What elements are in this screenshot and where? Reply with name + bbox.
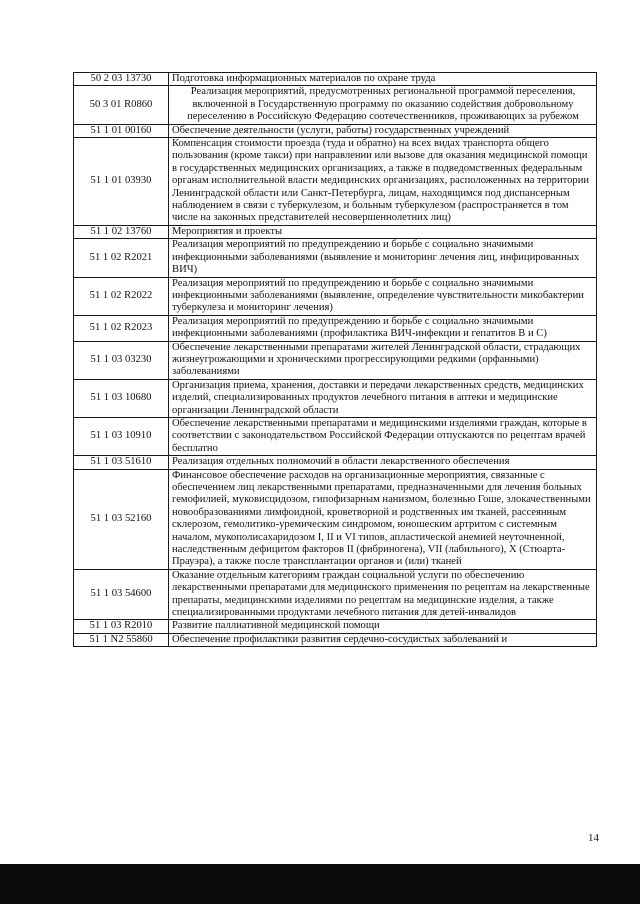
table-row	[74, 417, 597, 455]
row-description-cell: Обеспечение лекарственными препаратами и медицинскими изделиями граждан, которые в соответствии с законодательством Российской Федерации отпускаются по рецептам врачей бесплатно	[169, 417, 597, 455]
table-row	[74, 73, 597, 86]
table-row	[74, 633, 597, 646]
row-description-cell: Мероприятия и проекты	[169, 225, 597, 238]
table-row	[74, 124, 597, 137]
row-description-cell: Реализация мероприятий, предусмотренных региональной программой переселения, включенной в Государственную программу по оказанию содействия добровольному переселению в Российскую Федерацию соотечественников, проживающих за рубежом	[169, 86, 597, 124]
row-description-cell: Оказание отдельным категориям граждан социальной услуги по обеспечению лекарственными препаратами для медицинского применения по рецептам на лекарственные препараты, медицинскими изделиями по рецептам на медицинские изделия, а также специализированными продуктами лечебного питания для детей-инвалидов	[169, 569, 597, 620]
budget-codes-table-body	[74, 73, 597, 647]
row-description-cell: Обеспечение деятельности (услуги, работы) государственных учреждений	[169, 124, 597, 137]
row-code-cell: 51 1 03 03230	[74, 341, 169, 379]
row-code-cell: 51 1 02 R2023	[74, 315, 169, 341]
row-code-cell: 50 2 03 13730	[74, 73, 169, 86]
budget-codes-table	[73, 72, 597, 647]
row-description-cell: Компенсация стоимости проезда (туда и обратно) на всех видах транспорта общего пользования (кроме такси) при направлении или вызове для оказания медицинской помощи в государственных медицинских организациях, а также в подведомственных федеральным органам исполнительной власти медицинских организациях, расположенных на территории Ленинградской области или Санкт-Петербурга, лицам, находящимся под диспансерным наблюдением в связи с туберкулезом, и больным туберкулезом (распространяется в том числе на законных представителей несовершеннолетних лиц)	[169, 138, 597, 226]
row-code-cell: 51 1 02 13760	[74, 225, 169, 238]
row-description-cell: Обеспечение профилактики развития сердечно-сосудистых заболеваний и	[169, 633, 597, 646]
row-code-cell: 51 1 01 00160	[74, 124, 169, 137]
row-code-cell: 51 1 02 R2021	[74, 239, 169, 277]
row-code-cell: 51 1 03 R2010	[74, 620, 169, 633]
table-row	[74, 225, 597, 238]
row-description-cell: Реализация отдельных полномочий в области лекарственного обеспечения	[169, 456, 597, 469]
row-code-cell: 51 1 03 51610	[74, 456, 169, 469]
row-code-cell: 51 1 01 03930	[74, 138, 169, 226]
row-code-cell: 51 1 03 10910	[74, 417, 169, 455]
row-description-cell: Реализация мероприятий по предупреждению и борьбе с социально значимыми инфекционными заболеваниями (профилактика ВИЧ-инфекции и гепатитов В и С)	[169, 315, 597, 341]
row-code-cell: 50 3 01 R0860	[74, 86, 169, 124]
table-row	[74, 341, 597, 379]
table-row	[74, 315, 597, 341]
row-description-cell: Обеспечение лекарственными препаратами жителей Ленинградской области, страдающих жизнеугрожающими и хроническими прогрессирующими редкими (орфанными) заболеваниями	[169, 341, 597, 379]
row-code-cell: 51 1 03 10680	[74, 379, 169, 417]
scan-bottom-edge	[0, 864, 640, 904]
row-description-cell: Развитие паллиативной медицинской помощи	[169, 620, 597, 633]
table-row	[74, 469, 597, 569]
row-description-cell: Финансовое обеспечение расходов на организационные мероприятия, связанные с обеспечением лиц лекарственными препаратами, предназначенными для лечения больных гемофилией, муковисцидозом, гипофизарным нанизмом, болезнью Гоше, злокачественными новообразованиями лимфоидной, кроветворной и родственных им тканей, рассеянным склерозом, гемолитико-уремическим синдромом, юношеским артритом с системным началом, мукополисахаридозом I, II и VI типов, апластической анемией неуточненной, наследственным дефицитом факторов II (фибриногена), VII (лабильного), X (Стюарта-Прауэра), а также после трансплантации органов и (или) тканей	[169, 469, 597, 569]
row-code-cell: 51 1 03 54600	[74, 569, 169, 620]
table-row	[74, 138, 597, 226]
table-row	[74, 277, 597, 315]
row-description-cell: Реализация мероприятий по предупреждению и борьбе с социально значимыми инфекционными заболеваниями (выявление, определение чувствительности микобактерии туберкулеза и мониторинг лечения)	[169, 277, 597, 315]
row-code-cell: 51 1 02 R2022	[74, 277, 169, 315]
row-description-cell: Реализация мероприятий по предупреждению и борьбе с социально значимыми инфекционными заболеваниями (выявление и мониторинг лечения лиц, инфицированных ВИЧ)	[169, 239, 597, 277]
row-code-cell: 51 1 03 52160	[74, 469, 169, 569]
row-description-cell: Организация приема, хранения, доставки и передачи лекарственных средств, медицинских изделий, специализированных продуктов лечебного питания в аптеки и медицинские организации Ленинградской области	[169, 379, 597, 417]
page-number: 14	[588, 832, 599, 844]
row-description-cell: Подготовка информационных материалов по охране труда	[169, 73, 597, 86]
row-code-cell: 51 1 N2 55860	[74, 633, 169, 646]
table-row	[74, 569, 597, 620]
table-row	[74, 456, 597, 469]
table-row	[74, 379, 597, 417]
table-row	[74, 620, 597, 633]
table-row	[74, 86, 597, 124]
table-row	[74, 239, 597, 277]
